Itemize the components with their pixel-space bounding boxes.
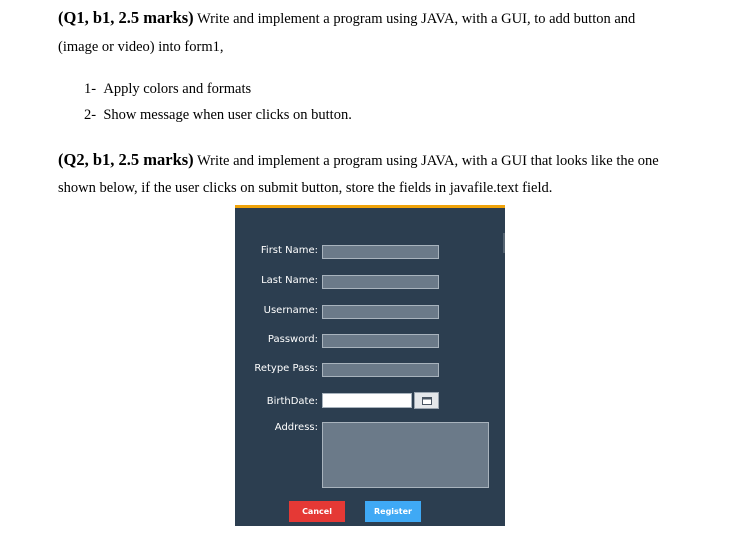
q1-text-line2: (image or video) into form1, <box>58 39 224 55</box>
q1-line1 <box>58 8 635 28</box>
list-number: 2- <box>84 107 97 123</box>
address-label: Address: <box>274 422 318 433</box>
first-name-label: First Name: <box>260 245 318 256</box>
q2-text-line2: shown below, if the user clicks on submit button, store the fields in javafile.text field. <box>58 180 553 196</box>
password-label: Password: <box>267 334 318 345</box>
q2-text-line1: Write and implement a program using JAVA, with a GUI that looks like the one <box>193 153 659 169</box>
registration-form-panel <box>235 205 505 526</box>
username-label: Username: <box>263 305 318 316</box>
birthdate-field[interactable] <box>322 393 412 408</box>
q1-heading: (Q1, b1, 2.5 marks) <box>58 8 194 27</box>
password-field[interactable] <box>322 334 439 348</box>
register-button[interactable]: Register <box>365 501 421 522</box>
username-field[interactable] <box>322 305 439 319</box>
q1-item-1 <box>84 81 251 98</box>
retype-pass-label: Retype Pass: <box>254 363 318 374</box>
q2-line1 <box>58 150 659 170</box>
list-text: Apply colors and formats <box>103 81 252 97</box>
panel-edge <box>503 233 505 253</box>
q2-heading: (Q2, b1, 2.5 marks) <box>58 150 194 169</box>
last-name-field[interactable] <box>322 275 439 289</box>
last-name-label: Last Name: <box>261 275 318 286</box>
birthdate-label: BirthDate: <box>266 396 318 407</box>
list-number: 1- <box>84 81 97 97</box>
date-picker-button[interactable] <box>414 392 439 409</box>
retype-pass-field[interactable] <box>322 363 439 377</box>
cancel-button[interactable]: Cancel <box>289 501 345 522</box>
q1-text-line1: Write and implement a program using JAVA, with a GUI, to add button and <box>193 11 636 27</box>
q1-item-2 <box>84 107 352 124</box>
first-name-field[interactable] <box>322 245 439 259</box>
list-text: Show message when user clicks on button. <box>103 107 352 123</box>
address-textarea[interactable] <box>322 422 489 488</box>
calendar-icon <box>422 397 432 405</box>
